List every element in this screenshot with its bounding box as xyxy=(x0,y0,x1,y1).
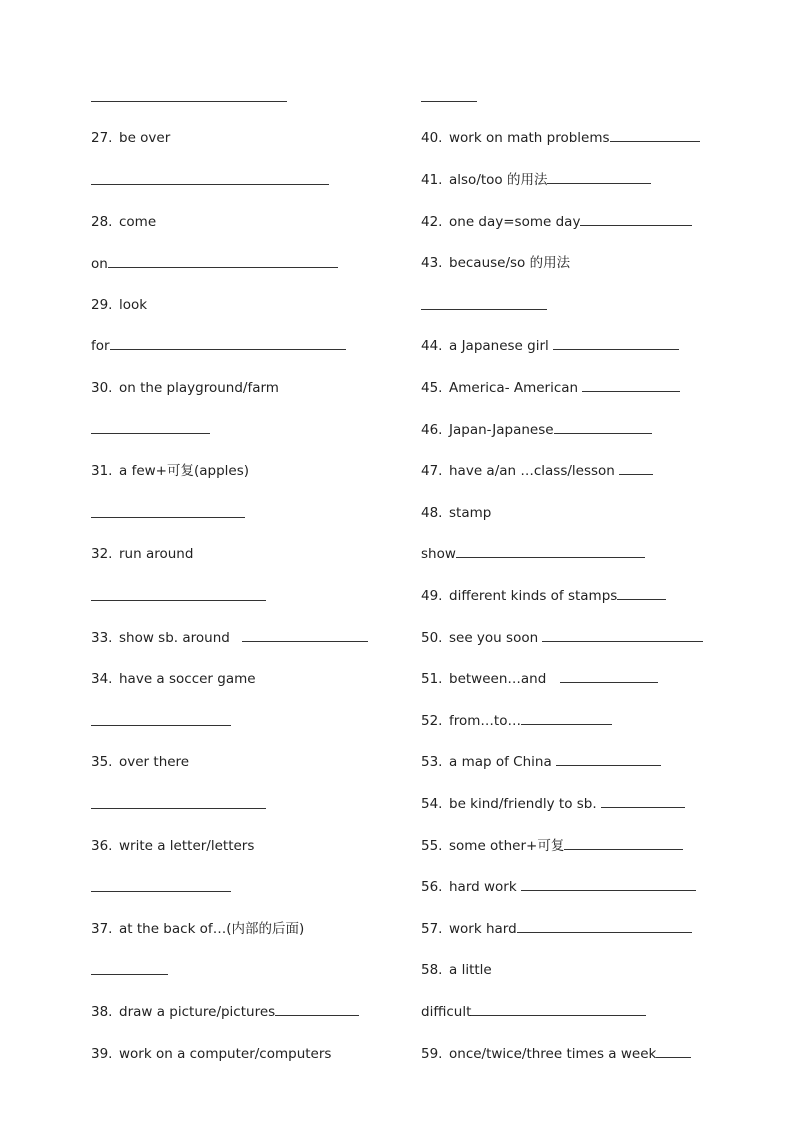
item-number: 39. xyxy=(91,1046,113,1062)
phrase-item xyxy=(421,752,661,772)
item-number: 35. xyxy=(91,754,113,770)
phrase-item xyxy=(91,378,279,398)
item-text: also/too 的用法 xyxy=(449,172,548,188)
phrase-continuation xyxy=(91,254,338,274)
answer-blank[interactable] xyxy=(91,504,245,524)
item-text: draw a picture/pictures xyxy=(119,1004,276,1020)
answer-blank[interactable] xyxy=(275,1002,359,1016)
item-number: 48. xyxy=(421,505,443,521)
answer-blank[interactable] xyxy=(521,711,612,725)
answer-blank[interactable] xyxy=(619,461,653,475)
phrase-item xyxy=(91,128,170,148)
item-number: 50. xyxy=(421,630,443,646)
phrase-item xyxy=(91,628,368,648)
answer-blank[interactable] xyxy=(553,336,679,350)
item-number: 27. xyxy=(91,130,113,146)
item-text: a Japanese girl xyxy=(449,338,549,354)
phrase-item xyxy=(91,544,193,564)
item-number: 36. xyxy=(91,838,113,854)
answer-blank[interactable] xyxy=(456,544,645,558)
answer-blank[interactable] xyxy=(560,669,658,683)
item-number: 46. xyxy=(421,422,443,438)
item-text: a little xyxy=(449,962,492,978)
phrase-item xyxy=(421,960,492,980)
item-text: work hard xyxy=(449,921,517,937)
item-text: Japan-Japanese xyxy=(449,422,554,438)
item-text: run around xyxy=(119,546,194,562)
answer-blank[interactable] xyxy=(556,752,661,766)
item-number: 37. xyxy=(91,921,113,937)
answer-blank[interactable] xyxy=(617,586,666,600)
item-number: 28. xyxy=(91,214,113,230)
item-text: stamp xyxy=(449,505,492,521)
item-text: a few+可复(apples) xyxy=(119,463,250,479)
phrase-continuation xyxy=(421,544,645,564)
answer-blank[interactable] xyxy=(91,961,168,981)
item-text: work on a computer/computers xyxy=(119,1046,332,1062)
answer-blank[interactable] xyxy=(421,296,547,316)
answer-blank[interactable] xyxy=(91,712,231,732)
item-text: because/so 的用法 xyxy=(449,255,571,271)
answer-blank[interactable] xyxy=(554,420,652,434)
phrase-item xyxy=(421,170,651,190)
item-text: have a/an …class/lesson xyxy=(449,463,615,479)
answer-blank[interactable] xyxy=(547,170,651,184)
answer-blank[interactable] xyxy=(91,420,210,440)
item-number: 32. xyxy=(91,546,113,562)
item-text: different kinds of stamps xyxy=(449,588,618,604)
phrase-continuation xyxy=(421,1002,646,1022)
item-number: 30. xyxy=(91,380,113,396)
answer-blank[interactable] xyxy=(656,1044,691,1058)
item-number: 51. xyxy=(421,671,443,687)
item-text-cont: on xyxy=(91,256,108,272)
phrase-item xyxy=(421,1044,691,1064)
item-text: one day=some day xyxy=(449,214,581,230)
item-text: show sb. around xyxy=(119,630,230,646)
item-number: 33. xyxy=(91,630,113,646)
item-text: at the back of…(内部的后面) xyxy=(119,921,305,937)
item-text: look xyxy=(119,297,148,313)
item-text: be kind/friendly to sb. xyxy=(449,796,597,812)
item-number: 55. xyxy=(421,838,443,854)
answer-blank[interactable] xyxy=(580,212,692,226)
phrase-item xyxy=(421,336,679,356)
item-text: between…and xyxy=(449,671,547,687)
phrase-item xyxy=(421,836,683,856)
item-number: 47. xyxy=(421,463,443,479)
phrase-item xyxy=(421,461,653,481)
item-number: 53. xyxy=(421,754,443,770)
item-text: a map of China xyxy=(449,754,552,770)
phrase-item xyxy=(91,212,156,232)
item-number: 56. xyxy=(421,879,443,895)
item-number: 59. xyxy=(421,1046,443,1062)
answer-blank[interactable] xyxy=(542,628,703,642)
item-number: 57. xyxy=(421,921,443,937)
item-number: 45. xyxy=(421,380,443,396)
item-text: have a soccer game xyxy=(119,671,256,687)
phrase-item xyxy=(91,1044,331,1064)
item-number: 44. xyxy=(421,338,443,354)
item-text-cont: for xyxy=(91,338,110,354)
answer-blank[interactable] xyxy=(91,171,329,191)
answer-blank[interactable] xyxy=(521,877,696,891)
answer-blank[interactable] xyxy=(610,128,700,142)
answer-blank[interactable] xyxy=(242,628,368,642)
phrase-continuation xyxy=(91,336,346,356)
answer-blank[interactable] xyxy=(91,795,266,815)
item-text-cont: show xyxy=(421,546,456,562)
item-text-cont: difficult xyxy=(421,1004,472,1020)
phrase-item xyxy=(91,919,304,939)
item-number: 42. xyxy=(421,214,443,230)
phrase-item xyxy=(421,128,700,148)
item-number: 34. xyxy=(91,671,113,687)
item-number: 49. xyxy=(421,588,443,604)
phrase-item xyxy=(91,836,254,856)
phrase-item xyxy=(421,628,703,648)
item-number: 40. xyxy=(421,130,443,146)
phrase-item xyxy=(91,1002,359,1022)
answer-blank[interactable] xyxy=(91,88,287,108)
item-number: 41. xyxy=(421,172,443,188)
item-number: 43. xyxy=(421,255,443,271)
item-text: come xyxy=(119,214,157,230)
phrase-item xyxy=(421,669,658,689)
answer-blank[interactable] xyxy=(108,254,338,268)
item-text: some other+可复 xyxy=(449,838,565,854)
phrase-item xyxy=(421,253,570,273)
phrase-item xyxy=(421,378,680,398)
item-text: over there xyxy=(119,754,190,770)
item-text: write a letter/letters xyxy=(119,838,255,854)
item-number: 29. xyxy=(91,297,113,313)
phrase-item xyxy=(91,461,249,481)
answer-blank[interactable] xyxy=(471,1002,646,1016)
item-number: 54. xyxy=(421,796,443,812)
phrase-item xyxy=(421,586,666,606)
answer-blank[interactable] xyxy=(564,836,683,850)
phrase-item xyxy=(421,212,692,232)
item-number: 31. xyxy=(91,463,113,479)
item-text: once/twice/three times a week xyxy=(449,1046,657,1062)
phrase-item xyxy=(91,752,189,772)
answer-blank[interactable] xyxy=(91,878,231,898)
phrase-item xyxy=(421,794,685,814)
item-number: 52. xyxy=(421,713,443,729)
answer-blank[interactable] xyxy=(517,919,692,933)
item-text: see you soon xyxy=(449,630,539,646)
phrase-item xyxy=(91,295,147,315)
answer-blank[interactable] xyxy=(582,378,680,392)
phrase-item xyxy=(421,711,612,731)
phrase-item xyxy=(421,919,692,939)
phrase-item xyxy=(91,669,256,689)
answer-blank[interactable] xyxy=(91,587,266,607)
item-text: hard work xyxy=(449,879,517,895)
answer-blank[interactable] xyxy=(421,88,477,108)
item-text: from…to… xyxy=(449,713,521,729)
item-text: be over xyxy=(119,130,171,146)
phrase-item xyxy=(421,503,491,523)
item-number: 38. xyxy=(91,1004,113,1020)
phrase-item xyxy=(421,877,696,897)
answer-blank[interactable] xyxy=(601,794,685,808)
item-number: 58. xyxy=(421,962,443,978)
item-text: on the playground/farm xyxy=(119,380,279,396)
phrase-item xyxy=(421,420,652,440)
item-text: work on math problems xyxy=(449,130,610,146)
answer-blank[interactable] xyxy=(110,336,346,350)
item-text: America- American xyxy=(449,380,579,396)
